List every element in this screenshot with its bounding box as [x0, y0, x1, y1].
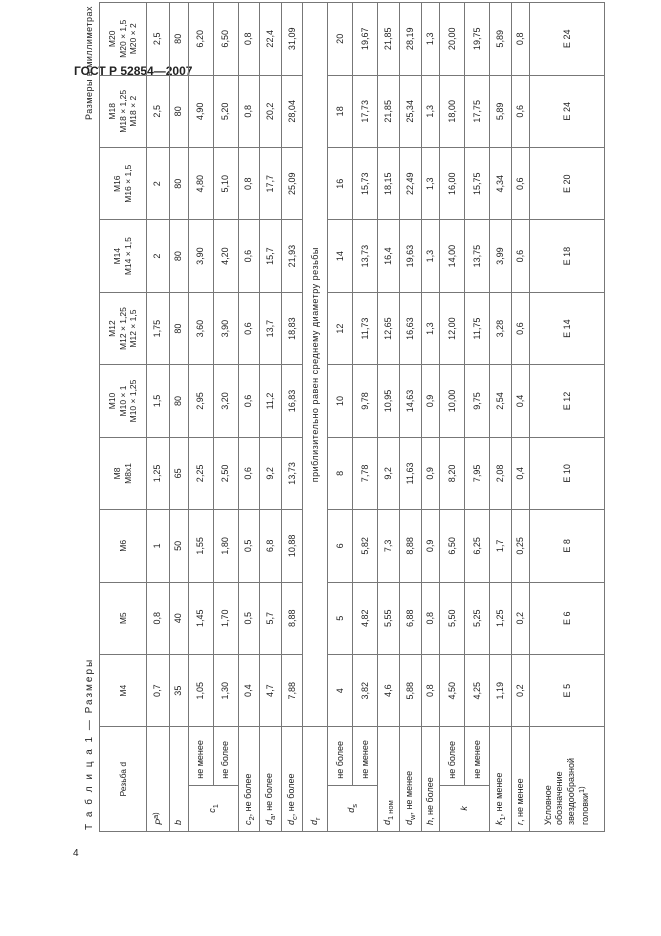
row-k1-value: 5,89 [490, 3, 512, 76]
row-c2-label [238, 727, 260, 832]
header-thread-size [100, 365, 147, 437]
thread-designation: M6 [117, 539, 128, 552]
row-dw-value: 19,63 [400, 220, 422, 292]
subscript: c [289, 816, 299, 820]
row-k-value: 14,00 [440, 220, 465, 292]
row-dw-value: 28,19 [400, 3, 422, 76]
header-thread-size [100, 510, 147, 582]
row-recess-label [530, 727, 605, 832]
symbol: c [242, 820, 253, 825]
row-p-value: 1 [147, 510, 170, 582]
row-label-text: , не менее [493, 772, 504, 817]
row-da-value: 11,2 [260, 365, 282, 437]
row-c1-value: 3,90 [213, 292, 238, 364]
row-ds-value: 18 [328, 75, 353, 147]
row-p-value: 0,7 [147, 654, 170, 726]
row-dw-value: 16,63 [400, 292, 422, 364]
header-thread-label: Резьба d [100, 727, 147, 832]
row-b-value: 80 [170, 75, 189, 147]
row-r-value: 0,25 [511, 510, 530, 582]
row-k-value: 12,00 [440, 292, 465, 364]
row-ds-row2 [353, 3, 378, 832]
row-k-row1 [440, 3, 465, 832]
row-d1nom [378, 3, 400, 832]
header-thread-size [100, 437, 147, 509]
row-dc-value: 28,04 [281, 75, 303, 147]
row-recess-value: E 20 [530, 148, 605, 220]
row-k-value: 4,50 [440, 654, 465, 726]
header-thread-size [100, 654, 147, 726]
row-c1-value: 5,10 [213, 148, 238, 220]
thread-designation: M12 × 1,25 [117, 307, 128, 350]
row-b-value: 80 [170, 148, 189, 220]
row-label-text: , не более [424, 777, 435, 820]
row-r-label [511, 727, 530, 832]
row-dc [281, 3, 303, 832]
row-k1-value: 2,54 [490, 365, 512, 437]
row-ds-value: 13,73 [353, 220, 378, 292]
subscript: 1 [497, 816, 507, 821]
row-da-value: 4,7 [260, 654, 282, 726]
row-recess-value: E 14 [530, 292, 605, 364]
row-ds-value: 14 [328, 220, 353, 292]
row-c1-value: 1,80 [213, 510, 238, 582]
subscript: r [312, 817, 322, 820]
row-dc-value: 7,88 [281, 654, 303, 726]
row-k-row2 [465, 3, 490, 832]
symbol: c [206, 808, 217, 813]
row-c1-value: 2,50 [213, 437, 238, 509]
row-d1nom-value: 18,15 [378, 148, 400, 220]
row-r-value: 0,4 [511, 365, 530, 437]
thread-designation: M16 [112, 175, 123, 192]
row-h-value: 0,8 [421, 582, 440, 654]
row-dw-label [400, 727, 422, 832]
row-dw-value: 25,34 [400, 75, 422, 147]
row-ds-value: 5 [328, 582, 353, 654]
subscript: w [407, 814, 417, 820]
subscript: a [267, 815, 277, 820]
symbol: k [459, 806, 470, 811]
row-d1nom-value: 4,6 [378, 654, 400, 726]
row-k1-value: 3,99 [490, 220, 512, 292]
row-recess-value: E 24 [530, 3, 605, 76]
row-k1-value: 3,28 [490, 292, 512, 364]
row-c2-value: 0,4 [238, 654, 260, 726]
symbol: d [382, 819, 393, 825]
row-k-symbol [440, 785, 490, 831]
row-d1nom-value: 10,95 [378, 365, 400, 437]
row-b-value: 80 [170, 3, 189, 76]
thread-designation: M20 × 2 [128, 23, 139, 55]
row-dc-value: 16,83 [281, 365, 303, 437]
row-k-value: 8,20 [440, 437, 465, 509]
header-thread-size [100, 75, 147, 147]
row-c1-value: 3,90 [188, 220, 213, 292]
row-dw-value: 6,88 [400, 582, 422, 654]
row-k-value: 13,75 [465, 220, 490, 292]
row-c1-value: 4,90 [188, 75, 213, 147]
row-c1-value: 6,50 [213, 3, 238, 76]
row-r-value: 0,6 [511, 148, 530, 220]
symbol: d [285, 819, 296, 825]
row-p-value: 2 [147, 220, 170, 292]
row-k-value: 5,25 [465, 582, 490, 654]
row-k1-value: 4,34 [490, 148, 512, 220]
row-k-value: 15,75 [465, 148, 490, 220]
thread-designation: M18 [107, 103, 118, 120]
row-k-value: 7,95 [465, 437, 490, 509]
row-ds-value: 12 [328, 292, 353, 364]
row-da-label [260, 727, 282, 832]
row-p-value: 1,25 [147, 437, 170, 509]
thread-designation: M18 × 2 [128, 95, 139, 127]
row-d1nom-value: 21,85 [378, 3, 400, 76]
row-b-value: 35 [170, 654, 189, 726]
row-ds-limit-label: не более [328, 727, 353, 785]
row-b-value: 80 [170, 220, 189, 292]
row-r-value: 0,8 [511, 3, 530, 76]
row-k-value: 20,00 [440, 3, 465, 76]
row-c2-value: 0,6 [238, 437, 260, 509]
row-ds-value: 19,67 [353, 3, 378, 76]
row-b [170, 3, 189, 832]
row-c1-limit-label: не более [213, 727, 238, 785]
row-da [260, 3, 282, 832]
row-da-value: 13,7 [260, 292, 282, 364]
header-thread-size [100, 582, 147, 654]
row-da-value: 17,7 [260, 148, 282, 220]
row-k1-value: 1,7 [490, 510, 512, 582]
thread-designation: M8 [112, 467, 123, 480]
row-k-value: 11,75 [465, 292, 490, 364]
row-c1-symbol [188, 785, 238, 831]
row-dw-value: 22,49 [400, 148, 422, 220]
symbol: h [424, 819, 435, 825]
row-r-value: 0,6 [511, 75, 530, 147]
row-c2-value: 0,6 [238, 220, 260, 292]
row-b-value: 40 [170, 582, 189, 654]
row-k-value: 6,25 [465, 510, 490, 582]
row-d1nom-value: 9,2 [378, 437, 400, 509]
row-c1-value: 1,45 [188, 582, 213, 654]
row-ds-value: 8 [328, 437, 353, 509]
row-ds-value: 17,73 [353, 75, 378, 147]
subscript: 2 [246, 816, 256, 821]
row-da-value: 15,7 [260, 220, 282, 292]
row-p-value: 2,5 [147, 3, 170, 76]
row-b-value: 50 [170, 510, 189, 582]
row-dr-label [303, 727, 328, 832]
row-label-text: , не более [242, 773, 253, 817]
row-label-text: , не более [264, 773, 275, 816]
symbol: d [403, 819, 414, 825]
row-r-value: 0,6 [511, 220, 530, 292]
row-h-value: 0,9 [421, 510, 440, 582]
row-k1-value: 2,08 [490, 437, 512, 509]
row-c2-value: 0,5 [238, 510, 260, 582]
thread-designation: M10 × 1,25 [128, 379, 139, 423]
row-c2-value: 0,8 [238, 75, 260, 147]
thread-designation: M12 × 1,5 [128, 309, 139, 348]
units-note: Размеры в миллиметрах [84, 6, 94, 120]
row-ds-value: 10 [328, 365, 353, 437]
row-ds-limit-label: не менее [353, 727, 378, 785]
row-ds-value: 7,78 [353, 437, 378, 509]
superscript: 1) [576, 786, 586, 793]
row-ds-symbol [328, 785, 378, 831]
row-c2-value: 0,5 [238, 582, 260, 654]
row-label-text: , не более [285, 773, 296, 817]
row-d1nom-label [378, 727, 400, 832]
dimensions-table [99, 2, 605, 832]
row-label-text: , не менее [403, 770, 414, 815]
row-p-value: 1,75 [147, 292, 170, 364]
row-ds-value: 4,82 [353, 582, 378, 654]
thread-designation: M14 × 1,5 [123, 237, 133, 276]
row-da-value: 5,7 [260, 582, 282, 654]
row-h-label [421, 727, 440, 832]
row-b-value: 80 [170, 365, 189, 437]
row-d1nom-value: 7,3 [378, 510, 400, 582]
row-r-value: 0,6 [511, 292, 530, 364]
row-c1-value: 4,80 [188, 148, 213, 220]
row-c1-value: 1,30 [213, 654, 238, 726]
thread-designation: M5 [117, 612, 128, 625]
row-recess-value: E 10 [530, 437, 605, 509]
row-c2-value: 0,6 [238, 292, 260, 364]
thread-designation: M12 [107, 320, 118, 337]
row-h-value: 0,9 [421, 365, 440, 437]
row-c1-row1 [188, 3, 213, 832]
row-k-value: 10,00 [440, 365, 465, 437]
row-c1-limit-label: не менее [188, 727, 213, 785]
header-thread-size [100, 3, 147, 76]
thread-designation: M8x1 [123, 463, 133, 484]
row-dc-value: 13,73 [281, 437, 303, 509]
row-k-value: 6,50 [440, 510, 465, 582]
row-b-value: 65 [170, 437, 189, 509]
row-dw [400, 3, 422, 832]
row-c2-value: 0,8 [238, 3, 260, 76]
row-h-value: 1,3 [421, 3, 440, 76]
row-k-value: 19,75 [465, 3, 490, 76]
row-k1-label [490, 727, 512, 832]
row-h-value: 0,9 [421, 437, 440, 509]
row-k-limit-label: не более [440, 727, 465, 785]
row-h-value: 1,3 [421, 148, 440, 220]
row-dr-span: приблизительно равен среднему диаметру резьбы [303, 3, 328, 727]
row-dc-value: 8,88 [281, 582, 303, 654]
row-ds-row1 [328, 3, 353, 832]
thread-designation: M4 [117, 684, 128, 697]
symbol: b [173, 819, 184, 825]
row-c1-value: 3,60 [188, 292, 213, 364]
row-dw-value: 14,63 [400, 365, 422, 437]
row-k-limit-label: не менее [465, 727, 490, 785]
row-label-text: Условное обозначение звездообразной головки [543, 758, 590, 825]
row-k1-value: 1,19 [490, 654, 512, 726]
row-c1-value: 2,95 [188, 365, 213, 437]
row-p [147, 3, 170, 832]
symbol: P [153, 818, 164, 825]
row-k-value: 18,00 [440, 75, 465, 147]
thread-designation: M16 × 1,5 [123, 164, 133, 203]
row-c1-value: 1,05 [188, 654, 213, 726]
row-h-value: 0,8 [421, 654, 440, 726]
row-ds-value: 3,82 [353, 654, 378, 726]
row-k-value: 4,25 [465, 654, 490, 726]
thread-designation: M20 [107, 30, 118, 48]
row-da-value: 6,8 [260, 510, 282, 582]
row-da-value: 22,4 [260, 3, 282, 76]
row-k-value: 5,50 [440, 582, 465, 654]
row-c1-value: 5,20 [213, 75, 238, 147]
row-k1-value: 1,25 [490, 582, 512, 654]
row-d1nom-value: 5,55 [378, 582, 400, 654]
symbol: k [493, 820, 504, 825]
row-ds-value: 5,82 [353, 510, 378, 582]
row-r-value: 0,2 [511, 654, 530, 726]
header-thread-size [100, 292, 147, 364]
row-dc-label [281, 727, 303, 832]
row-recess-value: E 24 [530, 75, 605, 147]
row-d1nom-value: 21,85 [378, 75, 400, 147]
row-k1-value: 5,89 [490, 75, 512, 147]
symbol: d [346, 807, 357, 813]
header-thread-size [100, 220, 147, 292]
row-dw-value: 5,88 [400, 654, 422, 726]
row-c1-value: 3,20 [213, 365, 238, 437]
row-c1-value: 1,70 [213, 582, 238, 654]
row-ds-value: 15,73 [353, 148, 378, 220]
header-row [100, 3, 147, 832]
row-da-value: 9,2 [260, 437, 282, 509]
row-recess-value: E 5 [530, 654, 605, 726]
row-dc-value: 25,09 [281, 148, 303, 220]
header-thread-size [100, 148, 147, 220]
symbol: r [514, 822, 525, 825]
row-c2 [238, 3, 260, 832]
row-ds-value: 4 [328, 654, 353, 726]
thread-designation: M18 × 1,25 [117, 89, 128, 133]
row-c1-value: 2,25 [188, 437, 213, 509]
row-c2-value: 0,8 [238, 148, 260, 220]
row-p-value: 2,5 [147, 75, 170, 147]
row-dw-value: 8,88 [400, 510, 422, 582]
page-number: 4 [73, 848, 79, 859]
row-ds-value: 11,73 [353, 292, 378, 364]
row-h-value: 1,3 [421, 75, 440, 147]
row-r [511, 3, 530, 832]
row-p-label [147, 727, 170, 832]
row-dc-value: 18,83 [281, 292, 303, 364]
row-ds-value: 6 [328, 510, 353, 582]
row-p-value: 1,5 [147, 365, 170, 437]
row-dc-value: 31,09 [281, 3, 303, 76]
row-c2-value: 0,6 [238, 365, 260, 437]
row-d1nom-value: 16,4 [378, 220, 400, 292]
row-ds-value: 20 [328, 3, 353, 76]
row-k1 [490, 3, 512, 832]
row-c1-value: 6,20 [188, 3, 213, 76]
row-dc-value: 10,88 [281, 510, 303, 582]
row-k-value: 9,75 [465, 365, 490, 437]
row-c1-value: 1,55 [188, 510, 213, 582]
row-ds-value: 16 [328, 148, 353, 220]
row-r-value: 0,4 [511, 437, 530, 509]
row-c1-row2 [213, 3, 238, 832]
row-p-value: 2 [147, 148, 170, 220]
rotated-table-block [79, 2, 605, 832]
row-h [421, 3, 440, 832]
subscript: s [350, 803, 360, 808]
row-dc-value: 21,93 [281, 220, 303, 292]
symbol: d [264, 819, 275, 825]
row-b-label [170, 727, 189, 832]
thread-designation: M14 [112, 247, 123, 265]
row-ds-value: 9,78 [353, 365, 378, 437]
row-h-value: 1,3 [421, 220, 440, 292]
row-da-value: 20,2 [260, 75, 282, 147]
row-b-value: 80 [170, 292, 189, 364]
row-r-value: 0,2 [511, 582, 530, 654]
row-c1-value: 4,20 [213, 220, 238, 292]
superscript: a) [150, 812, 160, 819]
row-dw-value: 11,63 [400, 437, 422, 509]
subscript: 1 [210, 804, 220, 809]
thread-designation: M10 [107, 392, 118, 410]
row-recess [530, 3, 605, 832]
row-recess-value: E 18 [530, 220, 605, 292]
row-d1nom-value: 12,65 [378, 292, 400, 364]
row-recess-value: E 12 [530, 365, 605, 437]
row-dr [303, 3, 328, 832]
thread-designation: M20 × 1,5 [117, 19, 128, 58]
thread-designation: M10 × 1 [117, 385, 128, 417]
row-h-value: 1,3 [421, 292, 440, 364]
row-recess-value: E 8 [530, 510, 605, 582]
row-label-text: , не менее [514, 778, 525, 822]
row-p-value: 0,8 [147, 582, 170, 654]
symbol: d [308, 819, 319, 825]
row-recess-value: E 6 [530, 582, 605, 654]
document-header: ГОСТ Р 52854—2007 [74, 64, 193, 78]
table-title: Т а б л и ц а 1 — Размеры [84, 657, 95, 830]
row-k-value: 17,75 [465, 75, 490, 147]
subscript: 1 ном [385, 800, 395, 820]
row-k-value: 16,00 [440, 148, 465, 220]
